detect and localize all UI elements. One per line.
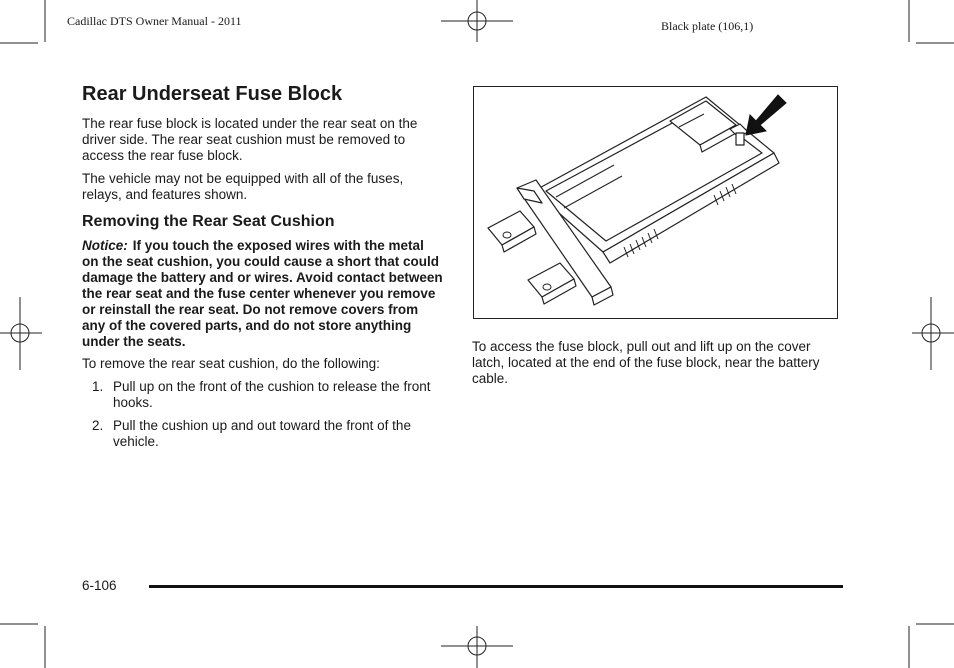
figure-caption: To access the fuse block, pull out and lift up on the cover latch, located at the end of the fuse block, near the battery cable. [472, 339, 820, 386]
steps-list [82, 379, 444, 450]
location-paragraph: The rear fuse block is located under the rear seat on the driver side. The rear seat cushion must be removed to access the rear fuse block. [82, 116, 418, 163]
notice-label: Notice: [82, 238, 128, 253]
footer-rule [149, 585, 843, 588]
notice-text: If you touch the exposed wires with the metal on the seat cushion, you could cause a short that could damage the battery and or wires. Avoid contact between the rear seat and the fuse center whenever you remove or reinstall the rear seat. Do not remove covers from any of the covered parts, and do not store anything under the seats. [82, 238, 443, 349]
equipment-note-paragraph: The vehicle may not be equipped with all of the fuses, relays, and features shown. [82, 171, 404, 202]
left-column [82, 82, 444, 450]
header-manual-title: Cadillac DTS Owner Manual - 2011 [67, 14, 242, 28]
page-title: Rear Underseat Fuse Block [82, 83, 343, 105]
list-item [82, 418, 444, 450]
step-text: Pull up on the front of the cushion to release the front hooks. [113, 379, 431, 410]
notice-block [82, 238, 444, 350]
fuse-block-drawing [474, 87, 837, 318]
step-text: Pull the cushion up and out toward the front of the vehicle. [113, 418, 411, 449]
step-number: 2. [92, 418, 104, 433]
header-plate-label: Black plate (106,1) [661, 19, 754, 33]
arrow-indicator-icon [746, 95, 786, 135]
fuse-block-illustration [473, 86, 838, 319]
list-item [82, 379, 444, 411]
steps-intro: To remove the rear seat cushion, do the following: [82, 356, 380, 371]
section-subheading: Removing the Rear Seat Cushion [82, 213, 335, 230]
step-number: 1. [92, 379, 104, 394]
page-number: 6-106 [82, 578, 117, 593]
